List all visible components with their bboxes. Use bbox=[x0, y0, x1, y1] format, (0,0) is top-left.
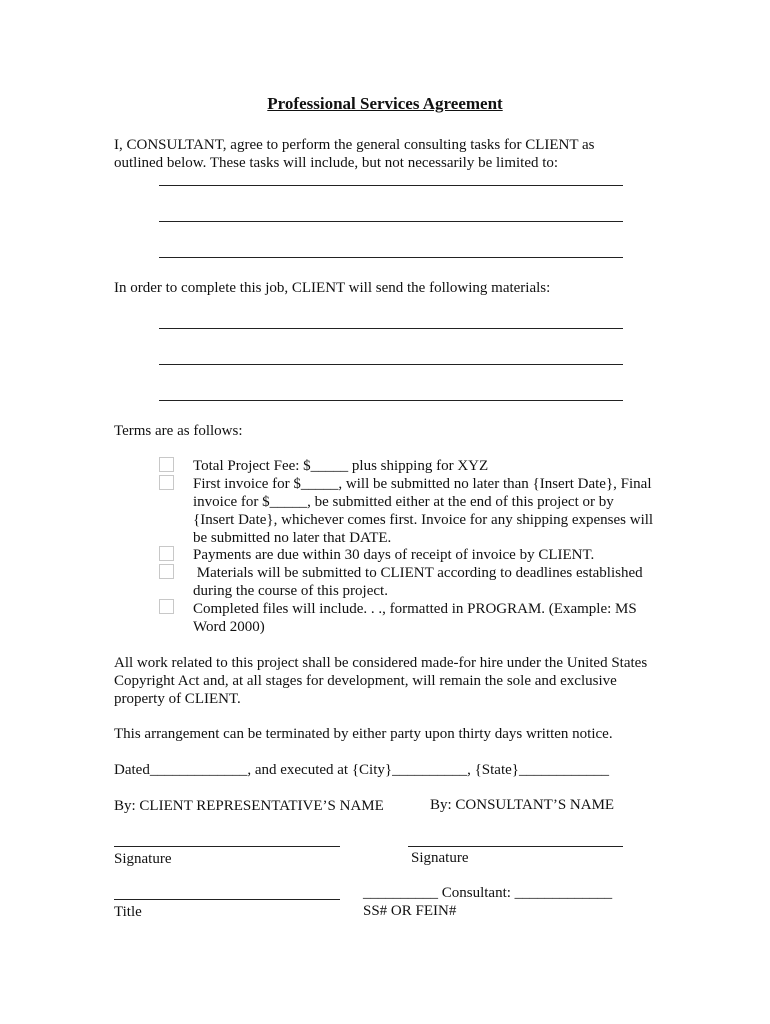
term-4-line-1: Materials will be submitted to CLIENT according to deadlines established bbox=[193, 565, 643, 581]
materials-blank-line-1 bbox=[159, 328, 623, 329]
client-title-line bbox=[114, 899, 340, 900]
intro-line-1: I, CONSULTANT, agree to perform the general consulting tasks for CLIENT as bbox=[114, 137, 595, 153]
term-checkbox-4[interactable] bbox=[159, 564, 174, 579]
term-5-line-1: Completed files will include. . ., formatted in PROGRAM. (Example: MS bbox=[193, 601, 637, 617]
consultant-signature-line bbox=[408, 846, 623, 847]
term-1-line-1: Total Project Fee: $_____ plus shipping for XYZ bbox=[193, 458, 489, 474]
term-2-line-3: {Insert Date}, whichever comes first. Invoice for any shipping expenses will bbox=[193, 512, 654, 528]
client-signature-line bbox=[114, 846, 340, 847]
terms-heading: Terms are as follows: bbox=[114, 423, 243, 439]
by-client-name: By: CLIENT REPRESENTATIVE’S NAME bbox=[114, 798, 384, 814]
client-signature-label: Signature bbox=[114, 851, 172, 867]
term-2-line-2: invoice for $_____, be submitted either at the end of this project or by bbox=[193, 494, 614, 510]
workfor-line-1: All work related to this project shall be considered made-for hire under the United States bbox=[114, 655, 648, 671]
materials-blank-line-2 bbox=[159, 364, 623, 365]
ssn-fein-label: SS# OR FEIN# bbox=[363, 903, 457, 919]
task-blank-line-3 bbox=[159, 257, 623, 258]
by-consultant-name: By: CONSULTANT’S NAME bbox=[430, 797, 615, 813]
materials-heading: In order to complete this job, CLIENT will send the following materials: bbox=[114, 280, 551, 296]
term-2-line-4: be submitted no later that DATE. bbox=[193, 530, 392, 546]
term-checkbox-5[interactable] bbox=[159, 599, 174, 614]
title-label: Title bbox=[114, 904, 142, 920]
term-3-line-1: Payments are due within 30 days of receipt of invoice by CLIENT. bbox=[193, 547, 595, 563]
document-title: Professional Services Agreement bbox=[267, 94, 503, 113]
term-2-line-1: First invoice for $_____, will be submitted no later than {Insert Date}, Final bbox=[193, 476, 652, 492]
term-4-line-2: during the course of this project. bbox=[193, 583, 388, 599]
term-checkbox-3[interactable] bbox=[159, 546, 174, 561]
intro-line-2: outlined below. These tasks will include, but not necessarily be limited to: bbox=[114, 155, 559, 171]
workfor-line-3: property of CLIENT. bbox=[114, 691, 241, 707]
workfor-line-2: Copyright Act and, at all stages for development, will remain the sole and exclusive bbox=[114, 673, 617, 689]
materials-blank-line-3 bbox=[159, 400, 623, 401]
term-checkbox-2[interactable] bbox=[159, 475, 174, 490]
consultant-id-line: __________ Consultant: _____________ bbox=[363, 885, 613, 901]
term-5-line-2: Word 2000) bbox=[193, 619, 265, 635]
termination-clause: This arrangement can be terminated by either party upon thirty days written notice. bbox=[114, 726, 613, 742]
task-blank-line-2 bbox=[159, 221, 623, 222]
term-checkbox-1[interactable] bbox=[159, 457, 174, 472]
task-blank-line-1 bbox=[159, 185, 623, 186]
dated-line: Dated_____________, and executed at {City}__________, {State}____________ bbox=[114, 762, 609, 778]
consultant-signature-label: Signature bbox=[411, 850, 469, 866]
